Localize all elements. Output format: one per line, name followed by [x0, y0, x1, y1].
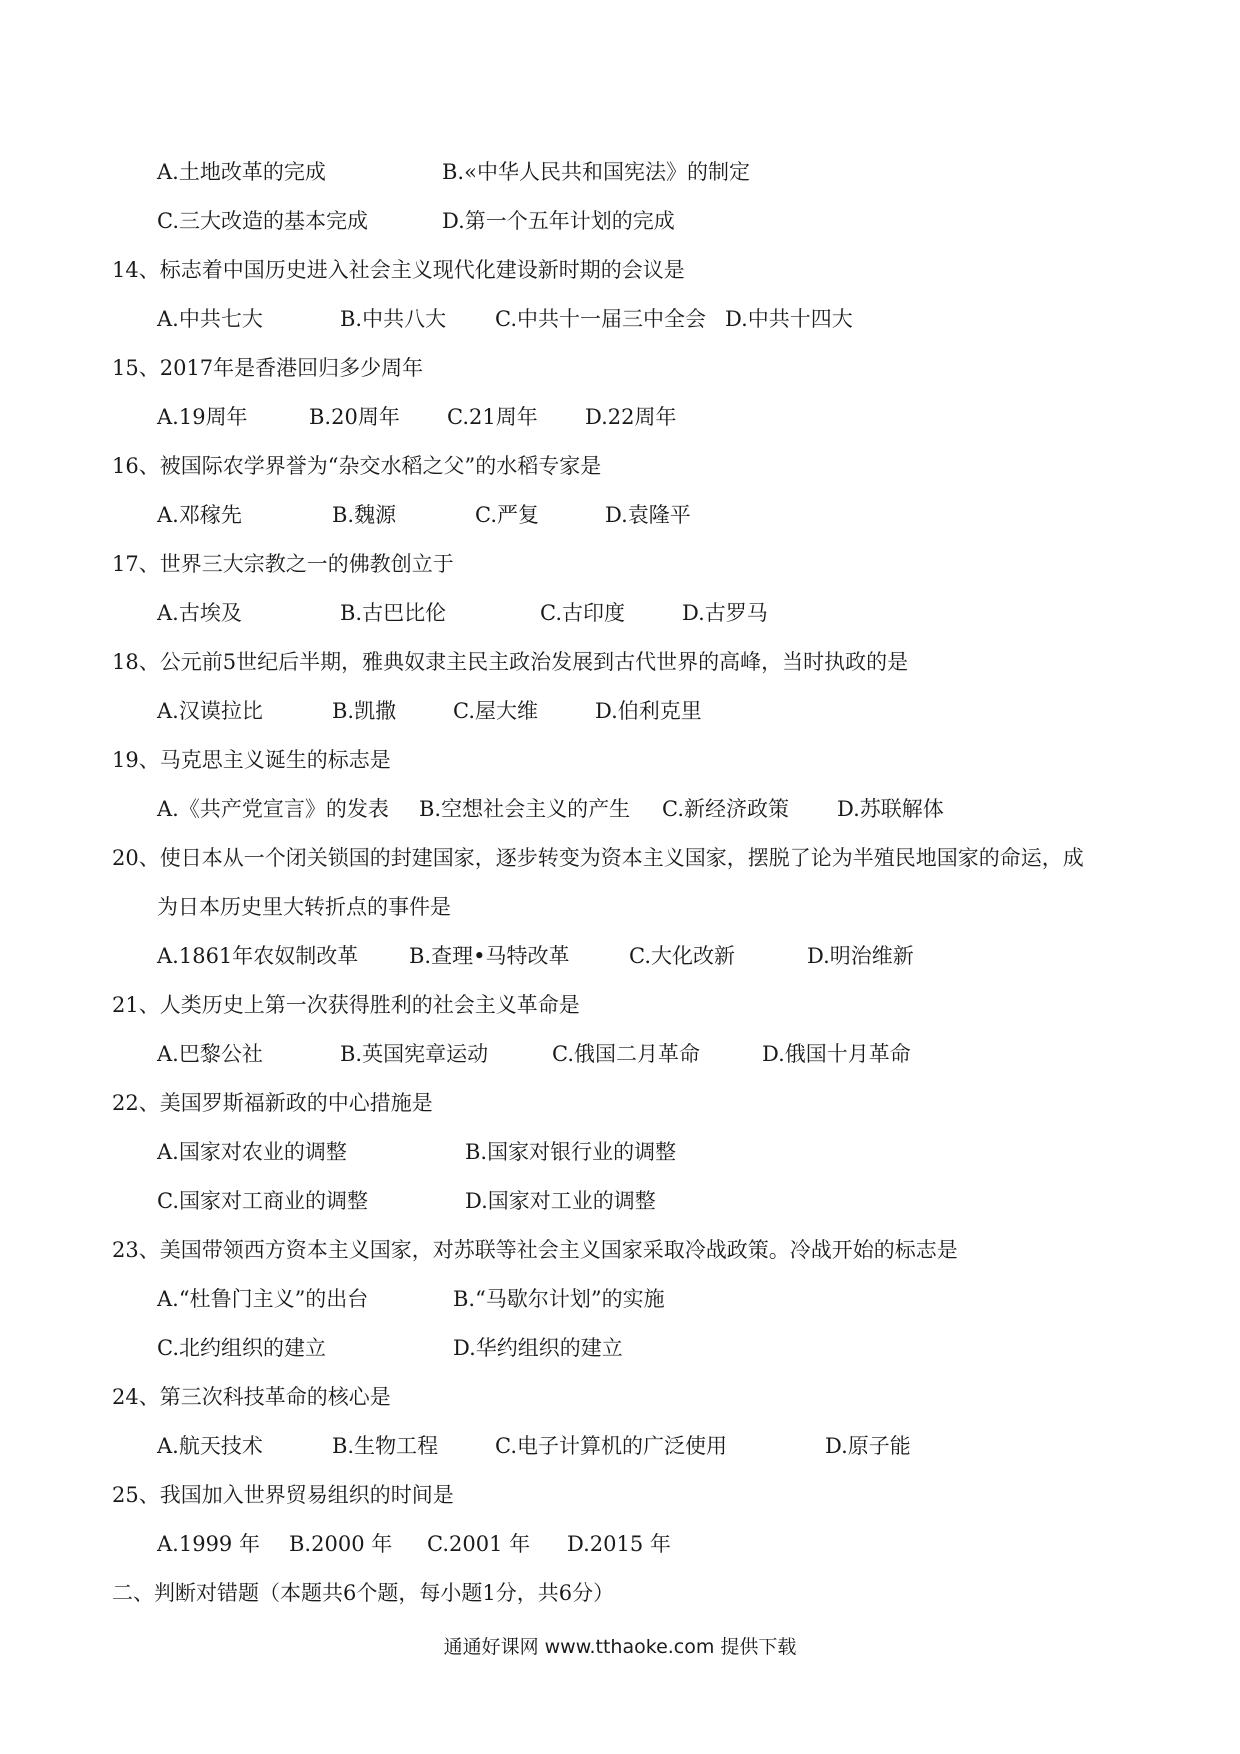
q19-option-c: C.新经济政策 — [662, 797, 789, 821]
section-2-heading: 二、判断对错题（本题共6个题，每小题1分，共6分） — [112, 1581, 615, 1605]
q22-option-c: C.国家对工商业的调整 — [157, 1189, 368, 1213]
q23-option-d: D.华约组织的建立 — [453, 1336, 623, 1360]
q18-option-b: B.凯撒 — [332, 699, 397, 723]
q21-option-b: B.英国宪章运动 — [340, 1042, 489, 1066]
q25-stem: 25、我国加入世界贸易组织的时间是 — [112, 1483, 454, 1507]
q24-option-a: A.航天技术 — [157, 1434, 263, 1458]
q22-option-d: D.国家对工业的调整 — [465, 1189, 656, 1213]
q19-option-a: A.《共产党宣言》的发表 — [157, 797, 389, 821]
q14-option-d: D.中共十四大 — [725, 307, 853, 331]
q20-option-a: A.1861年农奴制改革 — [157, 944, 359, 968]
q18-stem: 18、公元前5世纪后半期，雅典奴隶主民主政治发展到古代世界的高峰，当时执政的是 — [112, 650, 909, 674]
q25-option-d: D.2015 年 — [567, 1532, 671, 1556]
q24-option-c: C.电子计算机的广泛使用 — [495, 1434, 727, 1458]
q17-option-c: C.古印度 — [540, 601, 625, 625]
q21-option-a: A.巴黎公社 — [157, 1042, 263, 1066]
q23-option-b: B.“马歇尔计划”的实施 — [453, 1287, 665, 1311]
q14-option-c: C.中共十一届三中全会 — [495, 307, 706, 331]
q20-option-c: C.大化改新 — [629, 944, 735, 968]
q22-option-a: A.国家对农业的调整 — [157, 1140, 347, 1164]
q16-stem: 16、被国际农学界誉为“杂交水稻之父”的水稻专家是 — [112, 454, 602, 478]
q13-option-b: B.«中华人民共和国宪法》的制定 — [442, 160, 750, 184]
q16-option-c: C.严复 — [475, 503, 539, 527]
q24-stem: 24、第三次科技革命的核心是 — [112, 1385, 391, 1409]
q15-stem: 15、2017年是香港回归多少周年 — [112, 356, 424, 380]
q24-option-b: B.生物工程 — [332, 1434, 439, 1458]
q20-stem-line-1: 20、使日本从一个闭关锁国的封建国家，逐步转变为资本主义国家，摆脱了论为半殖民地国家的命运，成 — [112, 846, 1084, 870]
q18-option-c: C.屋大维 — [453, 699, 538, 723]
q25-option-b: B.2000 年 — [289, 1532, 393, 1556]
q25-option-a: A.1999 年 — [157, 1532, 260, 1556]
q14-option-a: A.中共七大 — [157, 307, 263, 331]
q16-option-b: B.魏源 — [332, 503, 397, 527]
q14-stem: 14、标志着中国历史进入社会主义现代化建设新时期的会议是 — [112, 258, 685, 282]
q13-option-c: C.三大改造的基本完成 — [157, 209, 368, 233]
q19-option-b: B.空想社会主义的产生 — [419, 797, 631, 821]
q23-option-c: C.北约组织的建立 — [157, 1336, 326, 1360]
q23-stem: 23、美国带领西方资本主义国家，对苏联等社会主义国家采取冷战政策。冷战开始的标志是 — [112, 1238, 958, 1262]
q18-option-d: D.伯利克里 — [595, 699, 702, 723]
q20-option-d: D.明治维新 — [807, 944, 914, 968]
q19-option-d: D.苏联解体 — [837, 797, 944, 821]
q17-option-b: B.古巴比伦 — [340, 601, 447, 625]
q22-stem: 22、美国罗斯福新政的中心措施是 — [112, 1091, 433, 1115]
q22-option-b: B.国家对银行业的调整 — [465, 1140, 677, 1164]
q16-option-a: A.邓稼先 — [157, 503, 242, 527]
q13-option-d: D.第一个五年计划的完成 — [442, 209, 675, 233]
q21-stem: 21、人类历史上第一次获得胜利的社会主义革命是 — [112, 993, 580, 1017]
q20-stem-line-2: 为日本历史里大转折点的事件是 — [157, 895, 451, 919]
q16-option-d: D.袁隆平 — [605, 503, 691, 527]
q14-option-b: B.中共八大 — [340, 307, 447, 331]
q17-option-d: D.古罗马 — [682, 601, 768, 625]
q15-option-c: C.21周年 — [447, 405, 538, 429]
q24-option-d: D.原子能 — [825, 1434, 911, 1458]
q17-stem: 17、世界三大宗教之一的佛教创立于 — [112, 552, 454, 576]
q23-option-a: A.“杜鲁门主义”的出台 — [157, 1287, 369, 1311]
q17-option-a: A.古埃及 — [157, 601, 242, 625]
page-footer: 通通好课网 www.tthaoke.com 提供下载 — [443, 1636, 797, 1658]
q15-option-d: D.22周年 — [585, 405, 677, 429]
q20-option-b: B.查理•马特改革 — [409, 944, 570, 968]
q18-option-a: A.汉谟拉比 — [157, 699, 263, 723]
q21-option-c: C.俄国二月革命 — [552, 1042, 700, 1066]
q21-option-d: D.俄国十月革命 — [762, 1042, 911, 1066]
q15-option-b: B.20周年 — [309, 405, 400, 429]
q13-option-a: A.土地改革的完成 — [157, 160, 326, 184]
q19-stem: 19、马克思主义诞生的标志是 — [112, 748, 391, 772]
q15-option-a: A.19周年 — [157, 405, 248, 429]
q25-option-c: C.2001 年 — [427, 1532, 531, 1556]
